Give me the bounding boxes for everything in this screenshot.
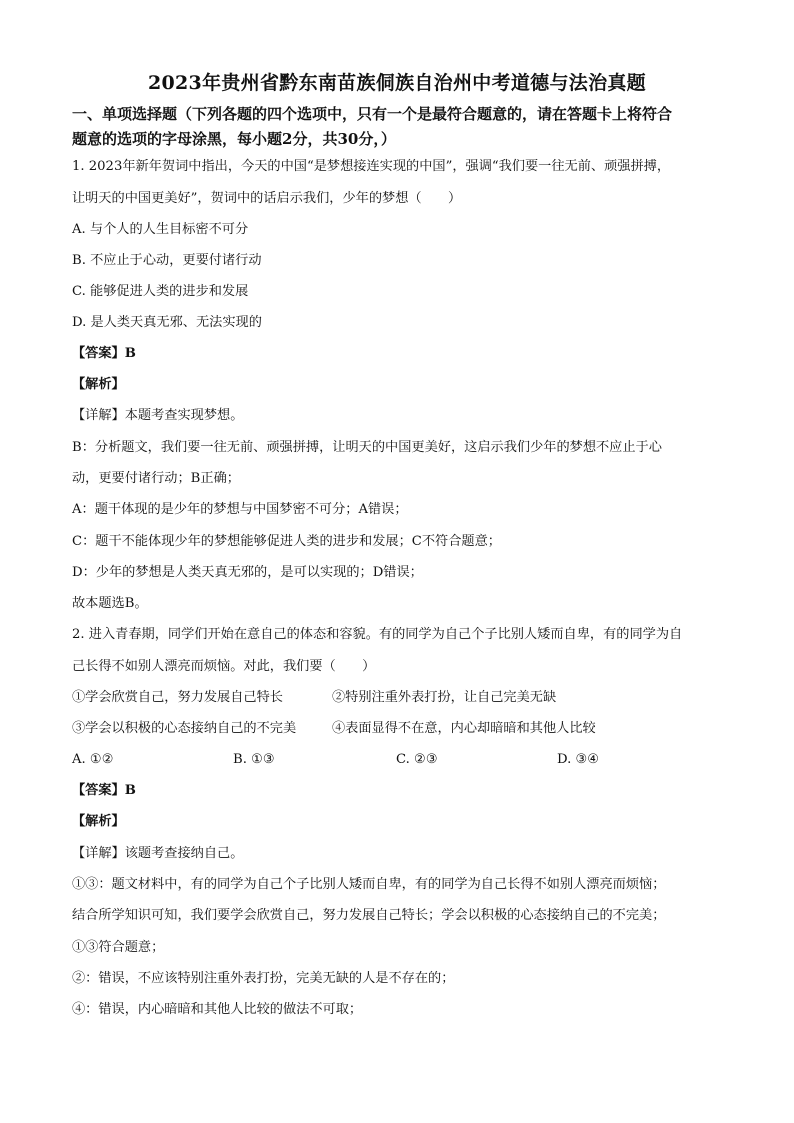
q1-explanation-d: D：少年的梦想是人类天真无邪的，是可以实现的；D错误； <box>72 565 423 580</box>
q1-stem-line-1: 1. 2023年新年贺词中指出，今天的中国“是梦想接连实现的中国”，强调“我们要一往无前、顽强拼搏， <box>72 159 671 174</box>
q2-option-d: D. ③④ <box>557 752 600 767</box>
q2-statement-2: ②特别注重外表打扮，让自己完美无缺 <box>332 690 557 705</box>
q2-option-c: C. ②③ <box>396 752 438 767</box>
q2-statement-4: ④表面显得不在意，内心却暗暗和其他人比较 <box>332 721 596 736</box>
q2-option-a: A. ①② <box>72 752 114 767</box>
q1-explanation-c: C：题干不能体现少年的梦想能够促进人类的进步和发展；C不符合题意； <box>72 534 501 549</box>
q1-stem-line-2: 让明天的中国更美好”，贺词中的话启示我们，少年的梦想（ ） <box>72 191 462 206</box>
q1-option-c: C. 能够促进人类的进步和发展 <box>72 284 249 299</box>
q2-explanation-4: ④：错误，内心暗暗和其他人比较的做法不可取； <box>72 1002 363 1017</box>
q2-option-b: B. ①③ <box>233 752 275 767</box>
q2-statement-1: ①学会欣赏自己，努力发展自己特长 <box>72 690 283 705</box>
q2-detail: 【详解】该题考查接纳自己。 <box>72 846 244 861</box>
q2-statement-3: ③学会以积极的心态接纳自己的不完美 <box>72 721 297 736</box>
q1-explanation-b-line-1: B：分析题文，我们要一往无前、顽强拼搏，让明天的中国更美好，这启示我们少年的梦想不应止于心 <box>72 440 662 455</box>
q1-option-b: B. 不应止于心动，更要付诸行动 <box>72 253 262 268</box>
q2-explanation-2: ②：错误，不应该特别注重外表打扮，完美无缺的人是不存在的； <box>72 971 455 986</box>
section-heading-line-1: 一、单项选择题（下列各题的四个选项中，只有一个是最符合题意的，请在答题卡上将符合 <box>72 105 673 123</box>
page-title: 2023年贵州省黔东南苗族侗族自治州中考道德与法治真题 <box>148 72 646 94</box>
q2-stem-line-2: 己长得不如别人漂亮而烦恼。对此，我们要（ ） <box>72 659 376 674</box>
section-heading-line-2: 题意的选项的字母涂黑，每小题2分，共30分，） <box>72 130 396 148</box>
q1-option-a: A. 与个人的人生目标密不可分 <box>72 222 249 237</box>
q1-option-d: D. 是人类天真无邪、无法实现的 <box>72 315 262 330</box>
q2-analysis-label: 【解析】 <box>72 814 125 829</box>
q1-explanation-b-line-2: 动，更要付诸行动；B正确； <box>72 471 240 486</box>
q2-explanation-13-line-3: ①③符合题意； <box>72 940 165 955</box>
q1-conclusion: 故本题选B。 <box>72 596 148 611</box>
q2-stem-line-1: 2. 进入青春期，同学们开始在意自己的体态和容貌。有的同学为自己个子比别人矮而自卑，有的同学为自 <box>72 627 683 642</box>
q2-explanation-13-line-2: 结合所学知识可知，我们要学会欣赏自己，努力发展自己特长；学会以积极的心态接纳自己的不完美； <box>72 908 666 923</box>
q2-answer: 【答案】B <box>72 783 136 798</box>
section-heading <box>72 102 732 152</box>
q1-answer: 【答案】B <box>72 346 136 361</box>
q1-analysis-label: 【解析】 <box>72 377 125 392</box>
q1-explanation-a: A：题干体现的是少年的梦想与中国梦密不可分；A错误； <box>72 502 408 517</box>
q2-explanation-13-line-1: ①③：题文材料中，有的同学为自己个子比别人矮而自卑，有的同学为自己长得不如别人漂亮而烦恼； <box>72 877 666 892</box>
q1-detail: 【详解】本题考查实现梦想。 <box>72 408 244 423</box>
